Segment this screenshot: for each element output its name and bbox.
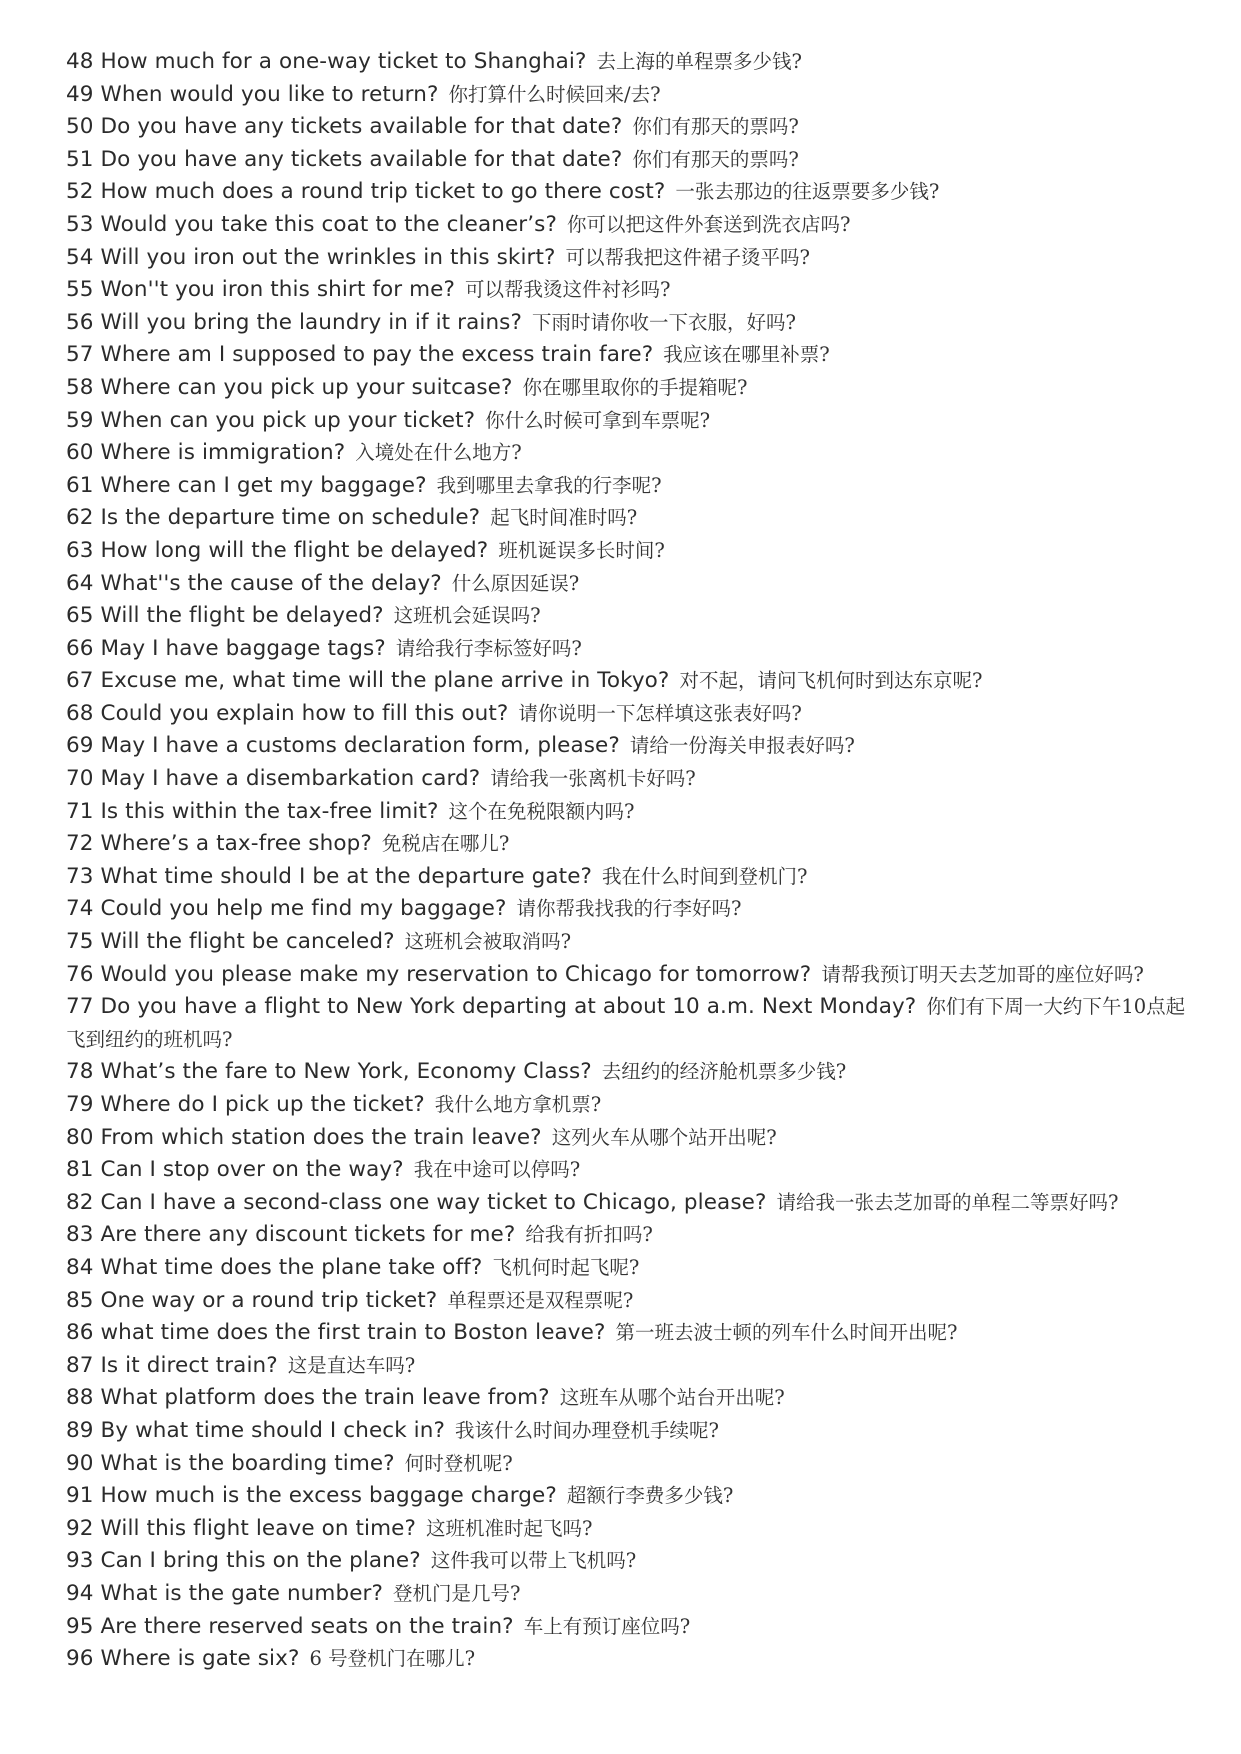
chinese-translation: 这班机准时起飞吗? — [426, 1516, 593, 1540]
chinese-translation: 登机门是几号? — [392, 1581, 521, 1605]
english-phrase: 93 Can I bring this on the plane? — [66, 1548, 421, 1574]
english-phrase: 64 What''s the cause of the delay? — [66, 570, 442, 596]
phrase-entry — [66, 861, 1186, 894]
english-phrase: 53 Would you take this coat to the cleaner’s? — [66, 211, 557, 237]
english-phrase: 88 What platform does the train leave from? — [66, 1385, 550, 1411]
phrase-entry — [66, 1285, 1186, 1318]
phrase-entry — [66, 1056, 1186, 1089]
chinese-translation: 什么原因延误? — [451, 571, 580, 595]
chinese-translation: 第一班去波士顿的列车什么时间开出呢? — [615, 1321, 958, 1345]
phrase-entry — [66, 1317, 1186, 1350]
chinese-translation: 你可以把这件外套送到洗衣店吗? — [566, 212, 851, 236]
chinese-translation: 你们有那天的票吗? — [632, 147, 799, 171]
english-phrase: 65 Will the flight be delayed? — [66, 603, 384, 629]
english-phrase: 58 Where can you pick up your suitcase? — [66, 374, 513, 400]
phrase-entry — [66, 926, 1186, 959]
chinese-translation: 对不起，请问飞机何时到达东京呢? — [679, 669, 983, 693]
english-phrase: 75 Will the flight be canceled? — [66, 929, 395, 955]
chinese-translation: 超额行李费多少钱? — [566, 1484, 734, 1508]
phrase-entry — [66, 1611, 1186, 1644]
phrase-entry — [66, 763, 1186, 796]
phrase-entry — [66, 1545, 1186, 1578]
phrase-entry — [66, 959, 1186, 992]
english-phrase: 68 Could you explain how to fill this out? — [66, 700, 509, 726]
phrase-entry — [66, 144, 1186, 177]
english-phrase: 70 May I have a disembarkation card? — [66, 766, 481, 792]
phrase-entry — [66, 1252, 1186, 1285]
english-phrase: 51 Do you have any tickets available for that date? — [66, 146, 623, 172]
phrase-entry — [66, 1643, 1186, 1676]
english-phrase: 56 Will you bring the laundry in if it rains? — [66, 309, 522, 335]
chinese-translation: 请给我一张离机卡好吗? — [490, 767, 696, 791]
chinese-translation: 这个在免税限额内吗? — [448, 799, 635, 823]
chinese-translation: 这班车从哪个站台开出呢? — [559, 1386, 785, 1410]
english-phrase: 90 What is the boarding time? — [66, 1450, 395, 1476]
chinese-translation: 请给我行李标签好吗? — [395, 636, 582, 660]
english-phrase: 61 Where can I get my baggage? — [66, 472, 427, 498]
english-phrase: 94 What is the gate number? — [66, 1580, 383, 1606]
phrase-entry — [66, 1480, 1186, 1513]
english-phrase: 71 Is this within the tax-free limit? — [66, 798, 439, 824]
english-phrase: 69 May I have a customs declaration form, please? — [66, 733, 620, 759]
chinese-translation: 请你说明一下怎样填这张表好吗? — [518, 701, 802, 725]
chinese-translation: 一张去那边的往返票要多少钱? — [675, 180, 940, 204]
phrase-entry — [66, 730, 1186, 763]
english-phrase: 82 Can I have a second-class one way ticket to Chicago, please? — [66, 1189, 767, 1215]
phrase-entry — [66, 111, 1186, 144]
english-phrase: 89 By what time should I check in? — [66, 1417, 445, 1443]
phrase-entry — [66, 1448, 1186, 1481]
chinese-translation: 你什么时候可拿到车票呢? — [485, 408, 711, 432]
chinese-translation: 单程票还是双程票呢? — [447, 1288, 634, 1312]
english-phrase: 95 Are there reserved seats on the train? — [66, 1613, 514, 1639]
phrase-entry — [66, 1122, 1186, 1155]
english-phrase: 74 Could you help me find my baggage? — [66, 896, 507, 922]
english-phrase: 78 What’s the fare to New York, Economy Class? — [66, 1059, 592, 1085]
phrase-entry — [66, 209, 1186, 242]
english-phrase: 96 Where is gate six? — [66, 1646, 300, 1672]
phrase-entry — [66, 470, 1186, 503]
english-phrase: 54 Will you iron out the wrinkles in this skirt? — [66, 244, 556, 270]
chinese-translation: 这件我可以带上飞机吗? — [430, 1549, 637, 1573]
english-phrase: 50 Do you have any tickets available for that date? — [66, 114, 623, 140]
chinese-translation: 班机诞误多长时间? — [498, 538, 665, 562]
phrase-entry — [66, 405, 1186, 438]
phrase-entry — [66, 1154, 1186, 1187]
english-phrase: 80 From which station does the train leave? — [66, 1124, 542, 1150]
english-phrase: 48 How much for a one-way ticket to Shanghai? — [66, 49, 587, 74]
phrase-entry — [66, 176, 1186, 209]
english-phrase: 73 What time should I be at the departure gate? — [66, 863, 593, 889]
phrase-entry — [66, 991, 1186, 1056]
english-phrase: 66 May I have baggage tags? — [66, 635, 386, 661]
chinese-translation: 我什么地方拿机票? — [434, 1093, 602, 1116]
phrase-entry — [66, 242, 1186, 275]
phrase-entry — [66, 633, 1186, 666]
english-phrase: 52 How much does a round trip ticket to go there cost? — [66, 179, 666, 205]
english-phrase: 81 Can I stop over on the way? — [66, 1157, 404, 1183]
chinese-translation: 起飞时间准时吗? — [490, 506, 638, 530]
chinese-translation: 请给一份海关申报表好吗? — [629, 734, 855, 758]
english-phrase: 63 How long will the flight be delayed? — [66, 537, 489, 563]
chinese-translation: 我应该在哪里补票? — [663, 343, 830, 367]
chinese-translation: 飞机何时起飞呢? — [492, 1255, 640, 1279]
phrase-entry — [66, 568, 1186, 601]
chinese-translation: 给我有折扣吗? — [525, 1223, 653, 1247]
english-phrase: 49 When would you like to return? — [66, 81, 439, 107]
english-phrase: 85 One way or a round trip ticket? — [66, 1287, 438, 1313]
chinese-translation: 我该什么时间办理登机手续呢? — [455, 1418, 719, 1442]
phrase-entry — [66, 1382, 1186, 1415]
chinese-translation: 下雨时请你收一下衣服，好吗? — [531, 310, 796, 334]
english-phrase: 59 When can you pick up your ticket? — [66, 407, 476, 433]
chinese-translation: 入境处在什么地方? — [355, 441, 522, 465]
phrase-entry — [66, 437, 1186, 470]
chinese-translation: 去纽约的经济舱机票多少钱? — [601, 1060, 847, 1084]
english-phrase: 83 Are there any discount tickets for me? — [66, 1222, 516, 1248]
chinese-translation: 6 号登机门在哪儿? — [309, 1647, 476, 1671]
english-phrase: 87 Is it direct train? — [66, 1352, 278, 1378]
phrase-entry — [66, 698, 1186, 731]
english-phrase: 76 Would you please make my reservation to Chicago for tomorrow? — [66, 961, 812, 987]
phrase-entry — [66, 274, 1186, 307]
english-phrase: 55 Won''t you iron this shirt for me? — [66, 277, 455, 303]
phrase-entry — [66, 1350, 1186, 1383]
chinese-translation: 我到哪里去拿我的行李呢? — [436, 473, 662, 497]
chinese-translation: 何时登机呢? — [404, 1451, 513, 1475]
phrase-entry — [66, 1089, 1186, 1122]
phrase-entry — [66, 1187, 1186, 1220]
english-phrase: 60 Where is immigration? — [66, 440, 346, 466]
chinese-translation: 免税店在哪儿? — [381, 832, 510, 856]
phrase-list — [66, 46, 1186, 1676]
phrase-entry — [66, 79, 1186, 112]
chinese-translation: 你们有那天的票吗? — [632, 115, 799, 139]
chinese-translation: 这是直达车吗? — [287, 1353, 416, 1377]
english-phrase: 91 How much is the excess baggage charge? — [66, 1483, 557, 1509]
english-phrase: 77 Do you have a flight to New York departing at about 10 a.m. Next Monday? — [66, 994, 917, 1020]
phrase-entry — [66, 1415, 1186, 1448]
chinese-translation: 我在什么时间到登机门? — [602, 864, 808, 888]
phrase-entry — [66, 339, 1186, 372]
english-phrase: 57 Where am I supposed to pay the excess train fare? — [66, 342, 654, 368]
chinese-translation: 可以帮我把这件裙子烫平吗? — [565, 245, 810, 269]
english-phrase: 62 Is the departure time on schedule? — [66, 505, 481, 531]
chinese-translation: 这班机会被取消吗? — [404, 930, 572, 954]
phrase-entry — [66, 1513, 1186, 1546]
english-phrase: 92 Will this flight leave on time? — [66, 1515, 417, 1541]
chinese-translation: 你在哪里取你的手提箱呢? — [522, 375, 748, 399]
chinese-translation: 请你帮我找我的行李好吗? — [516, 897, 742, 921]
chinese-translation: 请给我一张去芝加哥的单程二等票好吗? — [776, 1190, 1119, 1214]
chinese-translation: 我在中途可以停吗? — [413, 1158, 581, 1182]
chinese-translation: 去上海的单程票多少钱? — [596, 50, 802, 73]
chinese-translation: 可以帮我烫这件衬衫吗? — [465, 278, 671, 302]
english-phrase: 67 Excuse me, what time will the plane arrive in Tokyo? — [66, 668, 670, 694]
phrase-entry — [66, 1578, 1186, 1611]
phrase-entry — [66, 796, 1186, 829]
chinese-translation: 你打算什么时候回来/去? — [448, 82, 661, 106]
chinese-translation: 你们有下周一大约下午10点起飞到纽约的班机吗? — [66, 995, 1186, 1051]
english-phrase: 79 Where do I pick up the ticket? — [66, 1092, 425, 1117]
phrase-entry — [66, 665, 1186, 698]
chinese-translation: 这班机会延误吗? — [393, 604, 541, 628]
english-phrase: 86 what time does the first train to Boston leave? — [66, 1320, 606, 1346]
english-phrase: 72 Where’s a tax-free shop? — [66, 831, 372, 857]
english-phrase: 84 What time does the plane take off? — [66, 1254, 483, 1280]
chinese-translation: 车上有预订座位吗? — [523, 1614, 691, 1638]
phrase-entry — [66, 46, 1186, 79]
phrase-entry — [66, 828, 1186, 861]
phrase-entry — [66, 535, 1186, 568]
phrase-entry — [66, 600, 1186, 633]
phrase-entry — [66, 1219, 1186, 1252]
chinese-translation: 请帮我预订明天去芝加哥的座位好吗? — [821, 962, 1144, 986]
phrase-entry — [66, 502, 1186, 535]
phrase-entry — [66, 893, 1186, 926]
phrase-entry — [66, 307, 1186, 340]
phrase-entry — [66, 372, 1186, 405]
chinese-translation: 这列火车从哪个站开出呢? — [551, 1125, 777, 1149]
